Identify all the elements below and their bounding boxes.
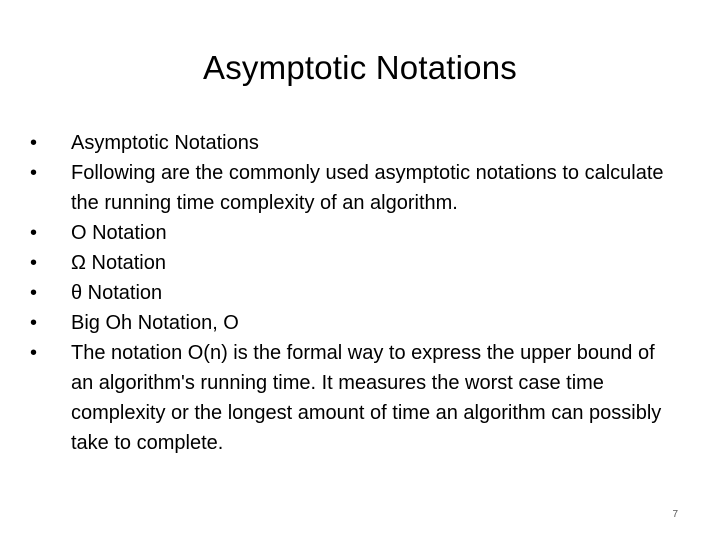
bullet-text: Asymptotic Notations <box>71 132 259 154</box>
bullet-text: Following are the commonly used asymptotic notations to calculate the running time complexity of an algorithm. <box>71 162 664 214</box>
bullet-text: Big Oh Notation, Ο <box>71 312 239 334</box>
page-number: 7 <box>672 509 678 520</box>
bullet-item <box>30 218 670 248</box>
bullet-item <box>30 128 670 158</box>
bullet-icon: • <box>30 222 38 244</box>
bullet-icon: • <box>30 282 38 304</box>
bullet-item <box>30 278 670 308</box>
bullet-icon: • <box>30 312 38 334</box>
bullet-icon: • <box>30 132 38 154</box>
bullet-icon: • <box>30 342 38 364</box>
bullet-text: Ω Notation <box>71 252 166 274</box>
slide-title: Asymptotic Notations <box>203 49 517 86</box>
bullet-item <box>30 158 670 218</box>
bullet-text: The notation Ο(n) is the formal way to express the upper bound of an algorithm's running time. It measures the worst case time complexity or the longest amount of time an algorithm can possibly take to complete. <box>71 342 662 454</box>
bullet-item <box>30 308 670 338</box>
bullet-list <box>30 128 670 458</box>
bullet-text: θ Notation <box>71 282 163 304</box>
bullet-text: Ο Notation <box>71 222 167 244</box>
bullet-icon: • <box>30 252 38 274</box>
bullet-icon: • <box>30 162 38 184</box>
bullet-item <box>30 248 670 278</box>
bullet-item <box>30 338 670 458</box>
